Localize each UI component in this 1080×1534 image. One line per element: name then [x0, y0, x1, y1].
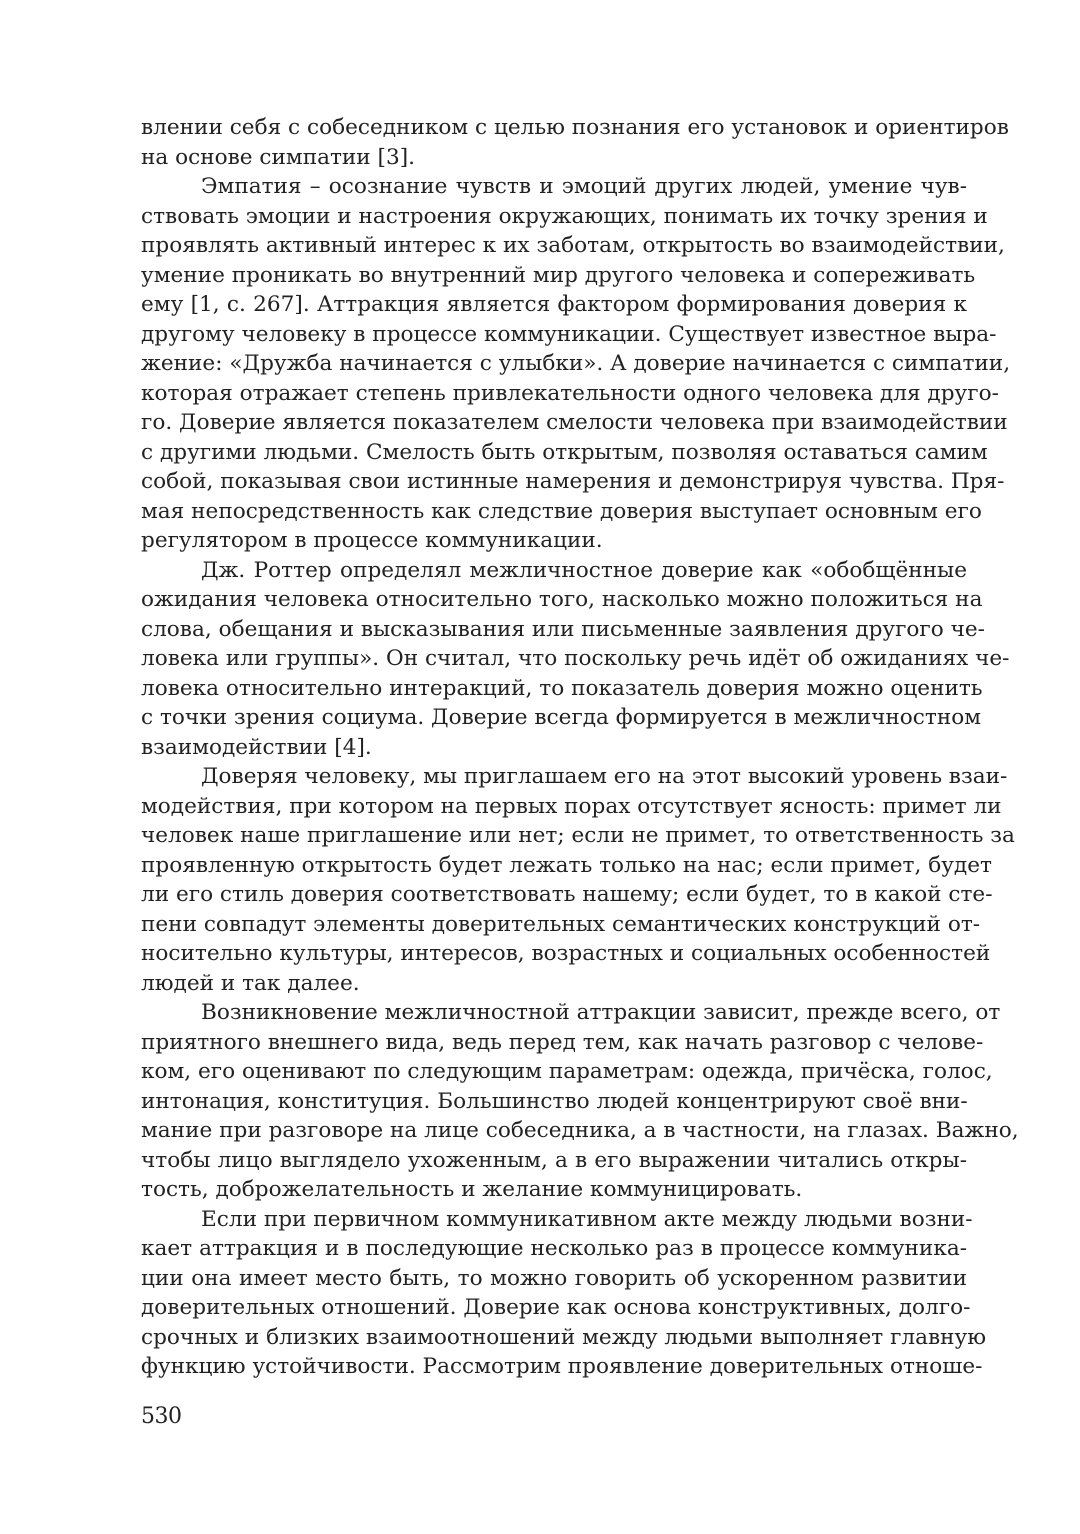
- paragraph-start-line: Доверяя человеку, мы приглашаем его на этот высокий уровень взаи-: [201, 764, 1008, 789]
- text-line: взаимодействии [4].: [141, 734, 372, 760]
- text-line: срочных и близких взаимоотношений между людьми выполняет главную: [141, 1324, 987, 1350]
- paragraph-start-line: Дж. Роттер определял межличностное доверие как «обобщённые: [201, 557, 967, 583]
- text-line: го. Доверие является показателем смелости человека при взаимодействии: [141, 410, 1008, 435]
- text-line: ему [1, с. 267]. Аттракция является фактором формирования доверия к: [141, 292, 967, 317]
- text-line: людей и так далее.: [141, 970, 360, 996]
- text-line: которая отражает степень привлекательности одного человека для друго-: [141, 380, 999, 406]
- text-line: модействия, при котором на первых порах отсутствует ясность: примет ли: [141, 793, 1002, 819]
- text-line: слова, обещания и высказывания или письменные заявления другого че-: [141, 616, 985, 642]
- text-line: влении себя с собеседником с целью познания его установок и ориентиров: [141, 115, 1009, 140]
- text-line: с другими людьми. Смелость быть открытым, позволяя оставаться самим: [141, 439, 988, 465]
- text-line: ловека относительно интеракций, то показатель доверия можно оценить: [141, 675, 983, 701]
- text-line: ствовать эмоции и настроения окружающих, понимать их точку зрения и: [141, 203, 988, 229]
- text-line: функцию устойчивости. Рассмотрим проявление доверительных отноше-: [141, 1354, 983, 1379]
- paragraph-start-line: Эмпатия – осознание чувств и эмоций других людей, умение чув-: [201, 174, 967, 199]
- text-line: на основе симпатии [3].: [141, 144, 416, 170]
- text-line: интонация, конституция. Большинство людей концентрируют своё вни-: [141, 1088, 968, 1114]
- text-line: ожидания человека относительно того, насколько можно положиться на: [141, 587, 983, 612]
- text-line: пени совпадут элементы доверительных семантических конструкций от-: [141, 911, 981, 937]
- paragraph-start-line: Если при первичном коммуникативном акте между людьми возни-: [201, 1206, 973, 1232]
- text-line: доверительных отношений. Доверие как основа конструктивных, долго-: [141, 1295, 971, 1320]
- text-line: приятного внешнего вида, ведь перед тем, как начать разговор с челове-: [141, 1029, 984, 1055]
- text-line: мая непосредственность как следствие доверия выступает основным его: [141, 498, 982, 524]
- text-line: мание при разговоре на лице собеседника, а в частности, на глазах. Важно,: [141, 1118, 1019, 1143]
- text-line: проявленную открытость будет лежать только на нас; если примет, будет: [141, 852, 992, 878]
- text-line: ловека или группы». Он считал, что поскольку речь идёт об ожиданиях че-: [141, 646, 1010, 671]
- text-line: ции она имеет место быть, то можно говорить об ускоренном развитии: [141, 1265, 967, 1291]
- paragraph-start-line: Возникновение межличностной аттракции зависит, прежде всего, от: [201, 1000, 1001, 1025]
- text-line: носительно культуры, интересов, возрастных и социальных особенностей: [141, 941, 991, 966]
- text-line: проявлять активный интерес к их заботам, открытость во взаимодействии,: [141, 233, 1005, 258]
- text-line: человек наше приглашение или нет; если не примет, то ответственность за: [141, 823, 1015, 848]
- page-number: 530: [141, 1404, 182, 1429]
- text-line: умение проникать во внутренний мир другого человека и сопереживать: [141, 262, 976, 288]
- text-line: жение: «Дружба начинается с улыбки». А доверие начинается с симпатии,: [141, 351, 1011, 376]
- text-line: ком, его оценивают по следующим параметрам: одежда, причёска, голос,: [141, 1059, 993, 1084]
- text-line: кает аттракция и в последующие несколько раз в процессе коммуника-: [141, 1236, 967, 1261]
- text-line: чтобы лицо выглядело ухоженным, а в его выражении читались откры-: [141, 1147, 967, 1173]
- text-line: регулятором в процессе коммуникации.: [141, 528, 603, 553]
- text-line: другому человеку в процессе коммуникации. Существует известное выра-: [141, 321, 997, 347]
- text-line: ли его стиль доверия соответствовать нашему; если будет, то в какой сте-: [141, 882, 993, 907]
- text-line: собой, показывая свои истинные намерения и демонстрируя чувства. Пря-: [141, 469, 1005, 494]
- text-line: тость, доброжелательность и желание коммуницировать.: [141, 1177, 803, 1202]
- text-line: с точки зрения социума. Доверие всегда формируется в межличностном: [141, 705, 982, 730]
